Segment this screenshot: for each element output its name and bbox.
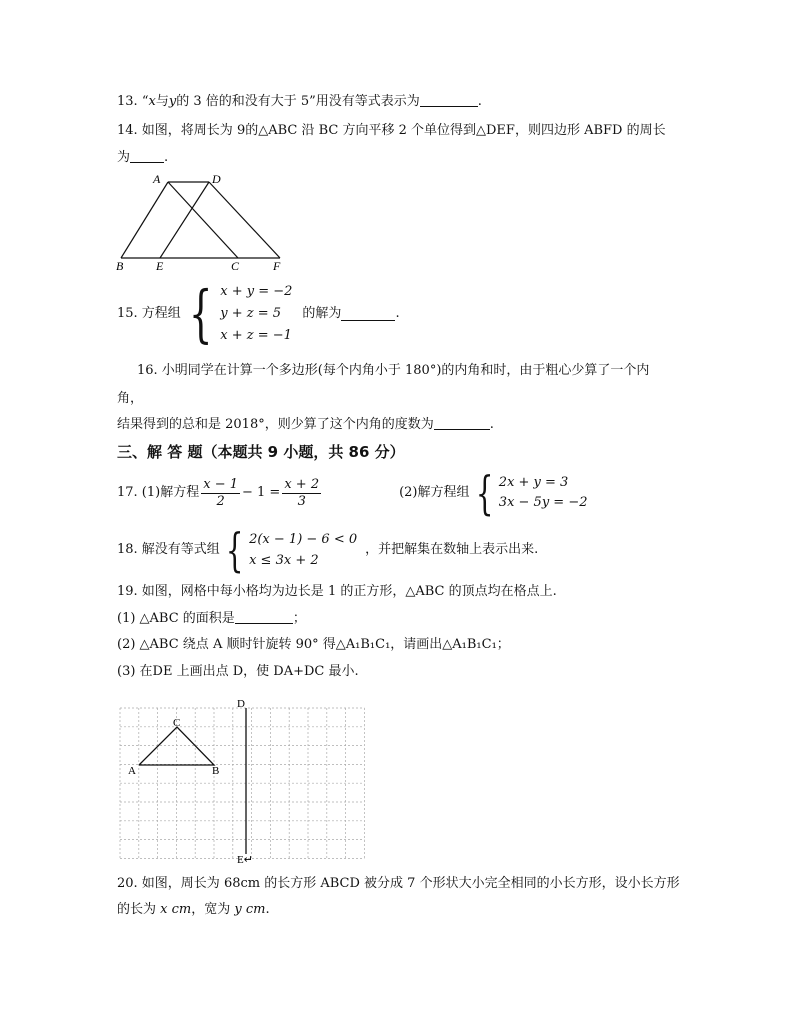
segment-ac	[168, 182, 238, 258]
question-17	[117, 466, 588, 520]
question-15	[117, 277, 400, 350]
segment-df	[209, 182, 280, 258]
punct: ；	[292, 611, 306, 626]
equation-3: x + z = −1	[220, 328, 292, 343]
segment-de	[160, 182, 209, 258]
equation-2: 3x − 5y = −2	[498, 495, 588, 510]
period: .	[395, 306, 400, 321]
var-x: x	[148, 94, 156, 109]
answer-blank[interactable]	[235, 610, 293, 624]
q17-operator: − 1 =	[242, 485, 281, 500]
q15-text: 的解为	[302, 306, 342, 321]
equation-1: 2x + y = 3	[498, 475, 569, 490]
q19-text: (1) △ABC 的面积是	[117, 611, 235, 626]
brace-symbol: {	[188, 277, 213, 350]
label-f: F	[273, 259, 281, 273]
label-e: E↵	[237, 854, 253, 866]
denominator: 3	[297, 493, 306, 509]
question-20-line2	[117, 901, 270, 919]
label-c: C	[173, 717, 181, 729]
equation-1: x + y = −2	[220, 284, 293, 299]
inequality-1: 2(x − 1) − 6 < 0	[249, 532, 358, 547]
answer-blank[interactable]	[420, 93, 478, 107]
equation-system	[220, 281, 292, 347]
q13-text: 的 3 倍的和没有大于 5”用没有等式表示为	[176, 94, 420, 109]
inequality-2: x ≤ 3x + 2	[249, 553, 319, 568]
q13-number-holder	[117, 93, 124, 111]
translation-figure	[110, 170, 290, 274]
grid-lines	[120, 708, 364, 858]
denominator: 2	[216, 493, 225, 509]
q15-text: 15. 方程组	[117, 306, 181, 321]
q13-text: 与	[155, 94, 169, 109]
answer-blank[interactable]	[130, 149, 164, 163]
period: .	[265, 902, 270, 917]
q17-text: 17. (1)解方程	[117, 485, 200, 500]
answer-blank[interactable]	[434, 416, 490, 430]
label-b: B	[212, 765, 220, 777]
question-19-line1: 19. 如图，网格中每小格均为边长是 1 的正方形，△ABC 的顶点均在格点上.	[117, 584, 557, 599]
period: .	[477, 94, 482, 109]
q20-text: 的长为	[117, 902, 157, 917]
var-y: y cm	[234, 902, 266, 917]
label-d: D	[212, 172, 221, 186]
segment-ba	[121, 182, 168, 258]
q18-text: 18. 解没有等式组	[117, 542, 220, 557]
equation-system	[499, 473, 588, 513]
q13-number: 13.	[117, 94, 142, 109]
question-16-line1: 16. 小明同学在计算一个多边形(每个内角小于 180°)的内角和时，由于粗心少算了一个内	[137, 363, 650, 378]
question-20-line1: 20. 如图，周长为 68cm 的长方形 ABCD 被分成 7 个形状大小完全相同的小长方形，设小长方形	[117, 876, 680, 891]
var-y: y	[168, 94, 177, 109]
fraction-2	[282, 477, 321, 510]
label-a: A	[153, 172, 161, 186]
label-e: E	[156, 259, 164, 273]
fraction-1	[201, 477, 240, 510]
label-c: C	[231, 259, 240, 273]
q18-text: ，并把解集在数轴上表示出来.	[365, 542, 539, 557]
brace-symbol: {	[225, 523, 244, 577]
brace-symbol: {	[475, 466, 493, 520]
label-d: D	[237, 698, 245, 710]
label-b: B	[116, 259, 124, 273]
section-heading: 三、解 答 题（本题共 9 小题，共 86 分）	[117, 443, 405, 461]
q20-text: ，宽为	[191, 902, 231, 917]
label-a: A	[128, 765, 136, 777]
period: .	[489, 417, 494, 432]
question-14-line1: 14. 如图，将周长为 9的△ABC 沿 BC 方向平移 2 个单位得到△DEF，则四边形 ABFD 的周长	[117, 123, 666, 138]
period: .	[164, 150, 169, 165]
question-18	[117, 523, 539, 577]
equation-2: y + z = 5	[220, 306, 282, 321]
question-19-sub3: (3) 在DE 上画出点 D，使 DA+DC 最小.	[117, 664, 359, 679]
numerator: x + 2	[284, 476, 320, 492]
q13-text: “	[141, 94, 149, 109]
question-14-line2	[117, 149, 168, 167]
question-19-sub1	[117, 610, 306, 628]
q14-text: 为	[117, 150, 131, 165]
numerator: x − 1	[203, 476, 238, 492]
question-19-sub2: (2) △ABC 绕点 A 顺时针旋转 90° 得△A₁B₁C₁，请画出△A₁B₁C₁；	[117, 637, 510, 652]
q17-text: (2)解方程组	[399, 485, 470, 500]
question-13	[117, 93, 482, 111]
answer-blank[interactable]	[341, 307, 395, 321]
var-x: x cm	[160, 902, 192, 917]
question-16-line2: 角，	[117, 391, 144, 406]
question-16-line3	[117, 416, 494, 434]
grid-figure	[118, 696, 374, 866]
inequality-system	[249, 529, 357, 571]
q16-text: 结果得到的总和是 2018°，则少算了这个内角的度数为	[117, 417, 434, 432]
